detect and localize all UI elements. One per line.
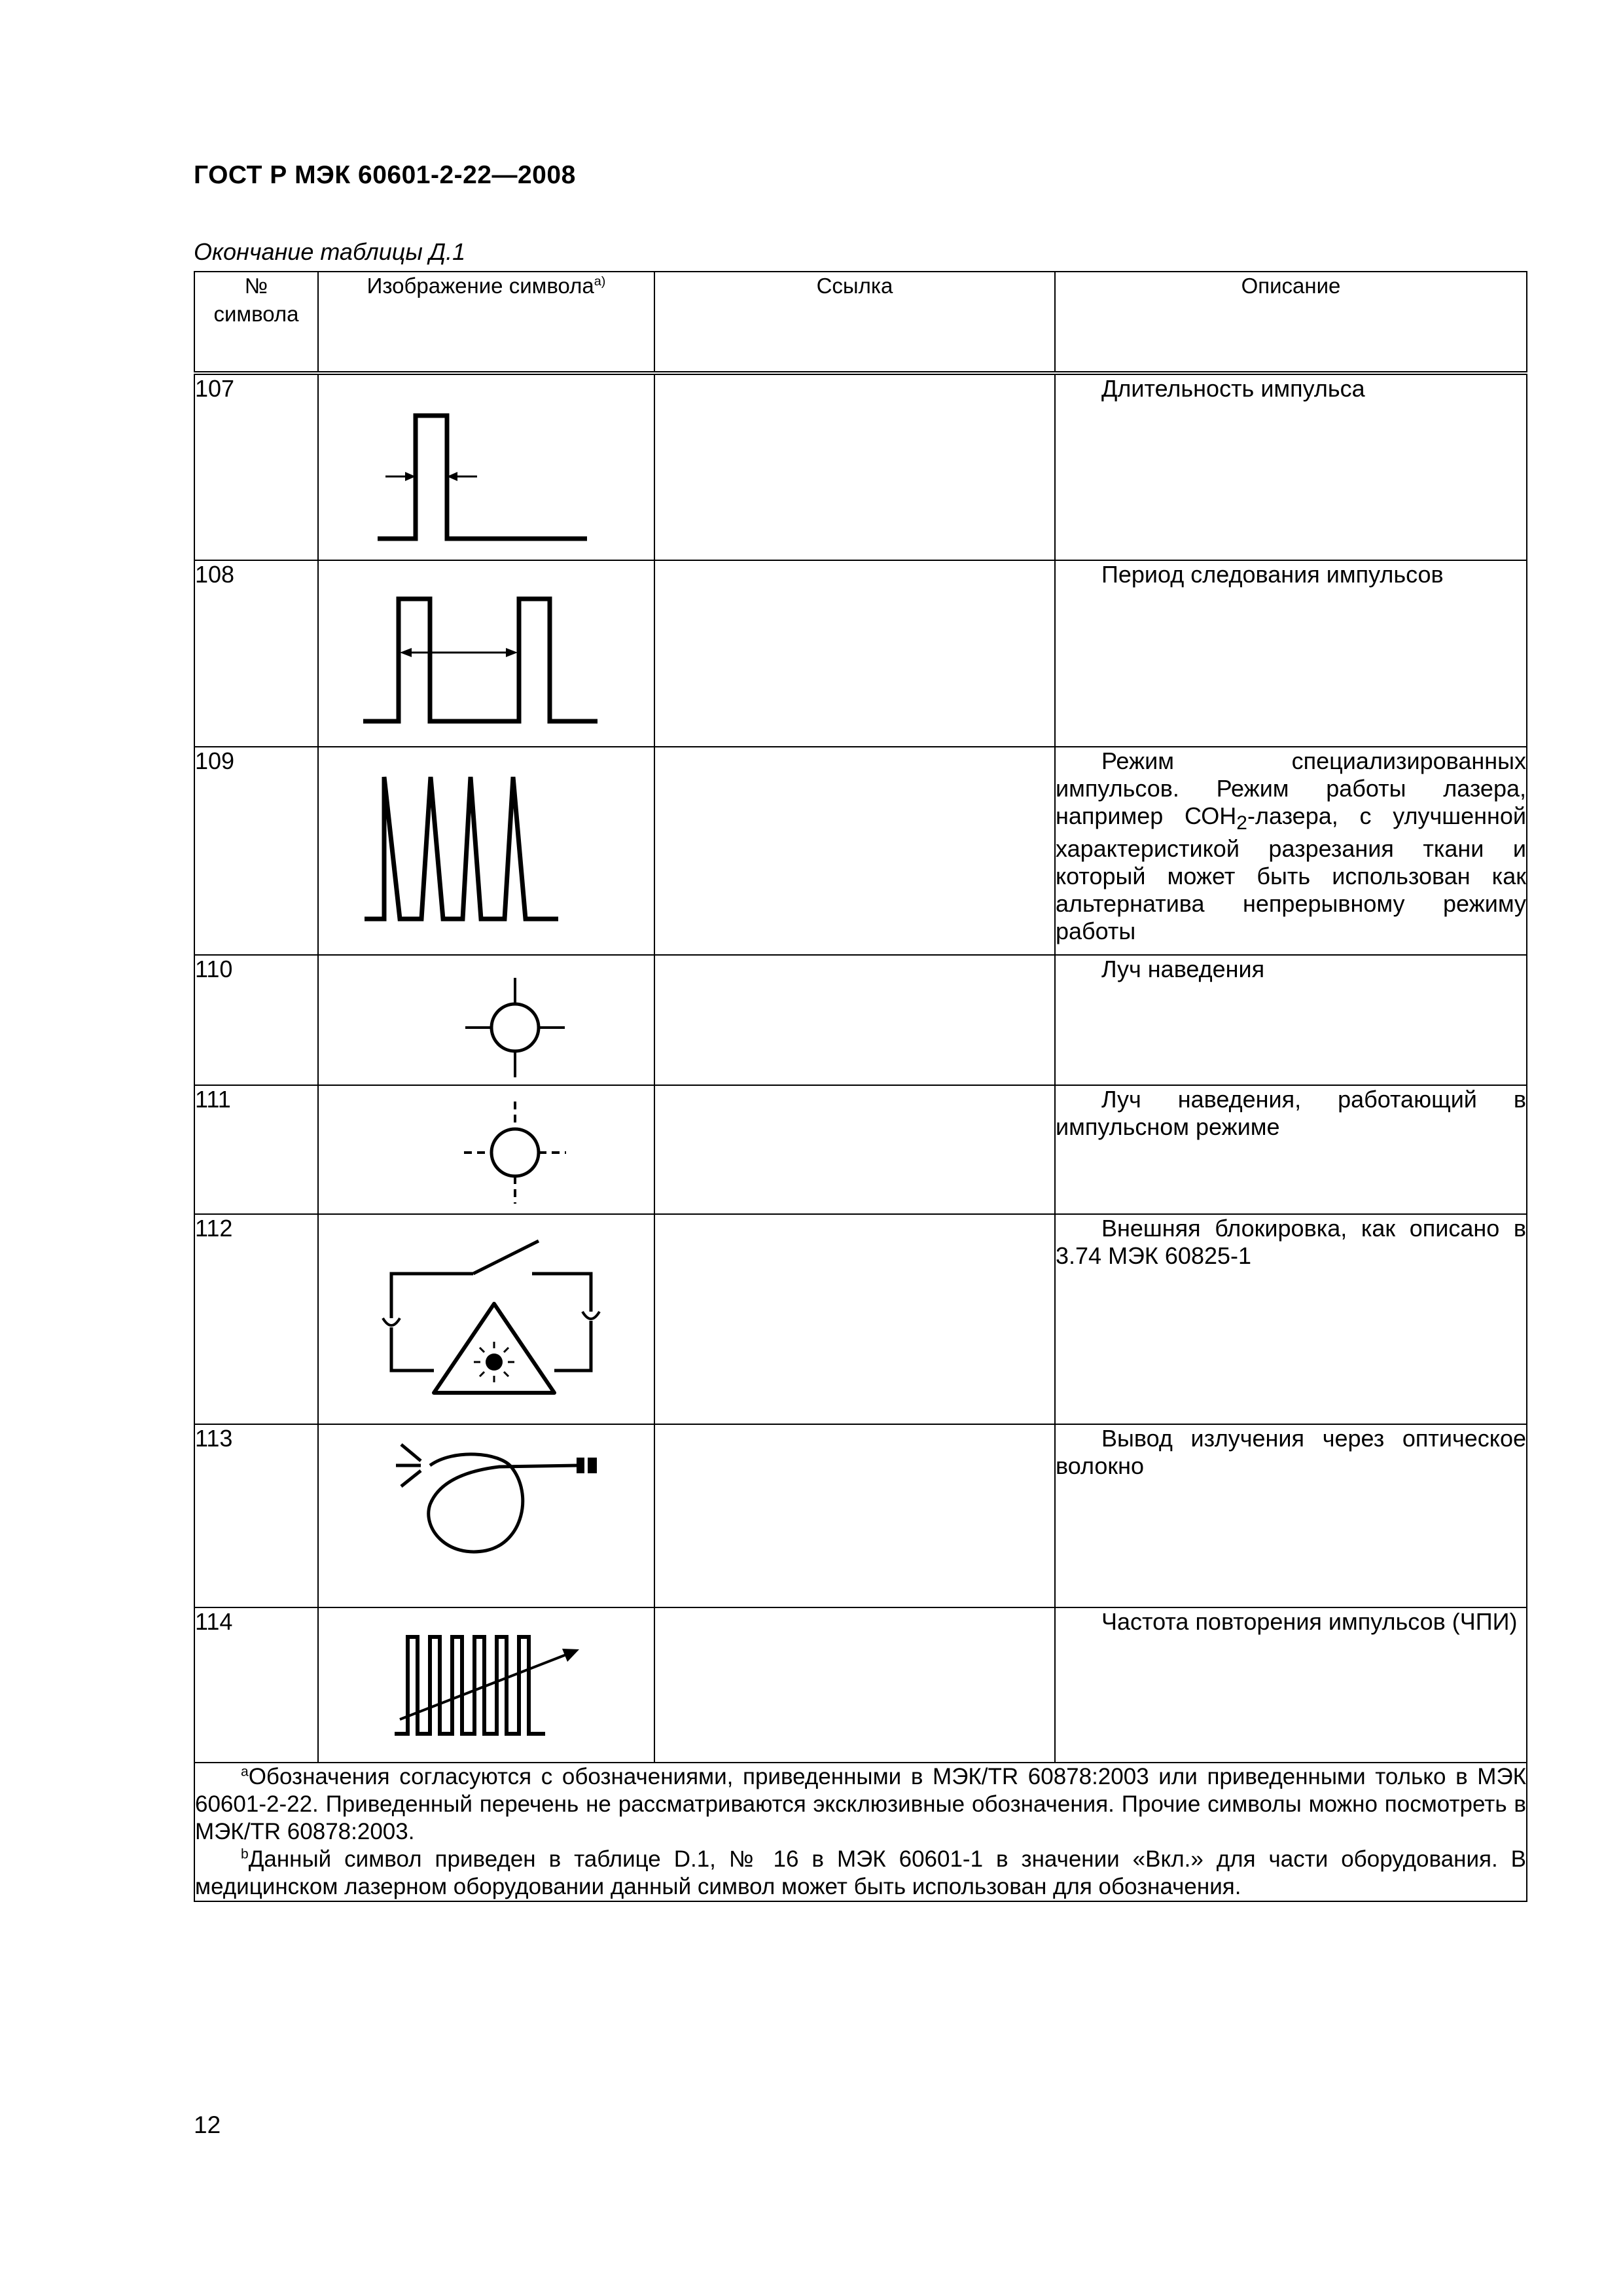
reference-cell <box>654 373 1055 560</box>
reference-cell <box>654 1424 1055 1607</box>
symbol-number: 109 <box>194 747 318 955</box>
table-continuation-caption: Окончание таблицы Д.1 <box>194 238 466 265</box>
description-cell: Луч наведения <box>1055 955 1527 1085</box>
symbol-image-cell <box>318 1424 654 1607</box>
page-number: 12 <box>194 2111 221 2138</box>
symbol-image-cell <box>318 747 654 955</box>
symbols-table <box>194 271 1527 1902</box>
footnote-a: $^a$Обозначения согласуются с обозначениями, приведенными в МЭК/TR 60878:2003 или приведенными только в МЭК 60601-2-22. Приведенный перечень не рассматриваются эксклюзивные обозначения. Прочие символы можно посмотреть в МЭК/TR 60878:2003. <box>195 1764 1526 1844</box>
symbol-image-cell <box>318 1607 654 1763</box>
document-header: ГОСТ Р МЭК 60601-2-22—2008 <box>194 161 576 189</box>
special-pulse-mode-icon <box>349 747 624 944</box>
description-cell: Внешняя блокировка, как описано в 3.74 МЭК 60825-1 <box>1055 1214 1527 1424</box>
aiming-beam-icon <box>349 956 624 1083</box>
symbol-number: 114 <box>194 1607 318 1763</box>
description-cell: Вывод излучения через оптическое волокно <box>1055 1424 1527 1607</box>
symbol-image-cell <box>318 373 654 560</box>
fiber-output-icon <box>349 1425 624 1602</box>
description-cell: Период следования импульсов <box>1055 560 1527 747</box>
col-header-image: Изображение символа$^{a)}$ <box>318 272 654 373</box>
symbol-number: 108 <box>194 560 318 747</box>
symbol-number: 107 <box>194 373 318 560</box>
symbol-image-cell <box>318 1214 654 1424</box>
table-header-row <box>194 272 1527 373</box>
external-interlock-icon <box>349 1215 624 1418</box>
reference-cell <box>654 747 1055 955</box>
table-row <box>194 560 1527 747</box>
table-row <box>194 1085 1527 1214</box>
pulse-period-icon <box>349 561 624 744</box>
reference-cell <box>654 1085 1055 1214</box>
footnote-b: $^b$Данный символ приведен в таблице D.1, № 16 в МЭК 60601-1 в значении «Вкл.» для части оборудования. В медицинском лазерном оборудовании данный символ может быть использован для обозначения. <box>195 1846 1526 1899</box>
col-header-reference: Ссылка <box>654 272 1055 373</box>
symbol-number: 113 <box>194 1424 318 1607</box>
table-row <box>194 1424 1527 1607</box>
description-cell: Длительность импульса <box>1055 373 1527 560</box>
pulse-duration-icon <box>349 375 624 558</box>
description-cell: Частота повторения импульсов (ЧПИ) <box>1055 1607 1527 1763</box>
table-row <box>194 747 1527 955</box>
symbol-image-cell <box>318 560 654 747</box>
table-row <box>194 955 1527 1085</box>
description-cell: Режим специализированных импульсов. Режим работы лазера, например $СОН_2$-лазера, с улучшенной характеристикой разрезания ткани и который может быть использован как альтернатива непрерывному режиму работы <box>1055 747 1527 955</box>
aiming-beam-pulsed-icon <box>349 1086 624 1213</box>
pulse-repetition-rate-icon <box>349 1608 624 1759</box>
description-cell: Луч наведения, работающий в импульсном режиме <box>1055 1085 1527 1214</box>
col-header-number: № символа <box>194 272 318 373</box>
symbol-number: 110 <box>194 955 318 1085</box>
table-row <box>194 1214 1527 1424</box>
symbol-number: 112 <box>194 1214 318 1424</box>
reference-cell <box>654 955 1055 1085</box>
col-header-description: Описание <box>1055 272 1527 373</box>
table-footnotes <box>194 1763 1527 1901</box>
table-row <box>194 373 1527 560</box>
symbol-image-cell <box>318 955 654 1085</box>
reference-cell <box>654 1214 1055 1424</box>
reference-cell <box>654 1607 1055 1763</box>
symbol-number: 111 <box>194 1085 318 1214</box>
symbol-image-cell <box>318 1085 654 1214</box>
table-row <box>194 1607 1527 1763</box>
table-footnotes-row <box>194 1763 1527 1901</box>
reference-cell <box>654 560 1055 747</box>
